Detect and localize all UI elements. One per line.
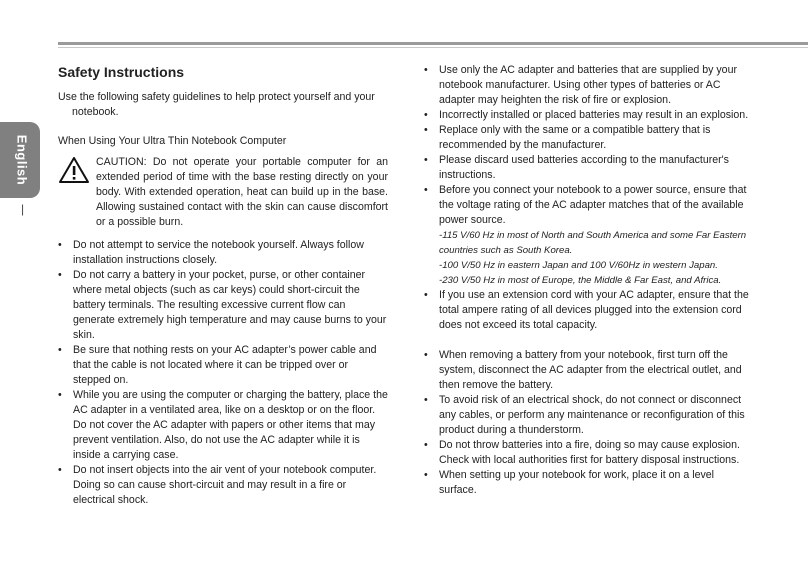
list-item: • Be sure that nothing rests on your AC adapter’s power cable and that the cable is not located where it can be tripped over or stepped on.: [58, 343, 388, 388]
right-bullet-list-a: [424, 63, 750, 228]
voltage-note: -100 V/50 Hz in eastern Japan and 100 V/60Hz in western Japan.: [439, 260, 718, 271]
right-column: [424, 63, 750, 498]
list-item: • Incorrectly installed or placed batteries may result in an explosion.: [424, 108, 750, 123]
caution-text: CAUTION: Do not operate your portable computer for an extended period of time with the base resting directly on your body. With extended operation, heat can build up in the base. Allowing sustained contact with the skin can cause discomfort or a possible burn.: [96, 156, 388, 228]
warning-icon: [58, 156, 90, 184]
page-title: Safety Instructions: [58, 64, 185, 80]
right-bullet-list-c: [424, 348, 750, 498]
left-column: [58, 63, 388, 508]
header-rule-thin: [58, 47, 808, 48]
list-item: • Replace only with the same or a compatible battery that is recommended by the manufacturer.: [424, 123, 750, 153]
list-item: • Do not carry a battery in your pocket, purse, or other container where metal objects (such as car keys) could short-circuit the battery terminals. The resulting excessive current flow can generate extremely high temperature and may cause burns to your skin.: [58, 268, 388, 343]
language-tab-mark: |: [21, 202, 25, 216]
left-bullet-list: [58, 238, 388, 508]
voltage-note: -115 V/60 Hz in most of North and South America and some Far Eastern countries such as South Korea.: [439, 230, 747, 256]
list-item: • Do not attempt to service the notebook yourself. Always follow installation instructions closely.: [58, 238, 388, 268]
caution-block: [58, 155, 388, 230]
list-item: • While you are using the computer or charging the battery, place the AC adapter in a ventilated area, like on a desktop or on the floor. Do not cover the AC adapter with papers or other items that may prevent ventilation. Also, do not use the AC adapter while it is inside a carrying case.: [58, 388, 388, 463]
list-item: • When removing a battery from your notebook, first turn off the system, disconnect the AC adapter from the electrical outlet, and then remove the battery.: [424, 348, 750, 393]
spacer: [424, 333, 750, 348]
list-item: • When setting up your notebook for work, place it on a level surface.: [424, 468, 750, 498]
list-item: • Before you connect your notebook to a power source, ensure that the voltage rating of the AC adapter matches that of the available power source.: [424, 183, 750, 228]
list-item: • If you use an extension cord with your AC adapter, ensure that the total ampere rating of all devices plugged into the extension cord does not exceed its total capacity.: [424, 288, 750, 333]
right-bullet-list-b: [424, 288, 750, 333]
list-item: • Do not insert objects into the air vent of your notebook computer. Doing so can cause short-circuit and may result in a fire or electrical shock.: [58, 463, 388, 508]
subheading: When Using Your Ultra Thin Notebook Computer: [58, 135, 287, 147]
list-item: • Do not throw batteries into a fire, doing so may cause explosion. Check with local authorities first for battery disposal instructions.: [424, 438, 750, 468]
list-item: • To avoid risk of an electrical shock, do not connect or disconnect any cables, or perform any maintenance or reconfiguration of this product during a thunderstorm.: [424, 393, 750, 438]
header-rule: [58, 42, 808, 45]
language-tab-label: English: [14, 134, 30, 186]
list-item: • Please discard used batteries according to the manufacturer's instructions.: [424, 153, 750, 183]
voltage-note: -230 V/50 Hz in most of Europe, the Middle & Far East, and Africa.: [439, 275, 722, 286]
list-item: • Use only the AC adapter and batteries that are supplied by your notebook manufacturer. Using other types of batteries or AC adapter may heighten the risk of fire or explosion.: [424, 63, 750, 108]
intro-text: Use the following safety guidelines to help protect yourself and your notebook.: [58, 91, 375, 118]
